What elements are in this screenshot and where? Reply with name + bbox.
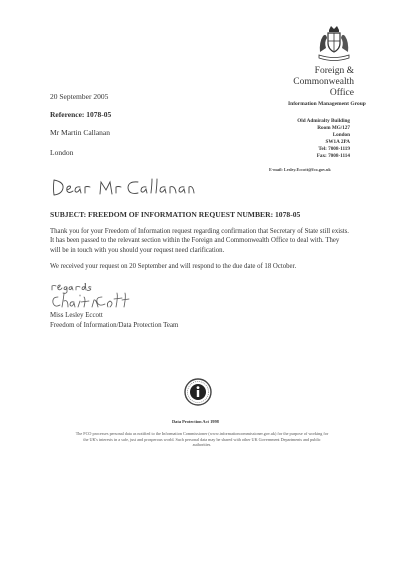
- org-name-line-2: Commonwealth: [293, 77, 354, 87]
- handwritten-signature: [50, 283, 130, 313]
- address-line: London: [332, 132, 350, 138]
- sender-address: [280, 118, 350, 160]
- address-line: Tel: 7008-1119: [318, 146, 350, 152]
- organization-name: [234, 66, 354, 99]
- signer-title: Freedom of Information/Data Protection Team: [50, 322, 179, 329]
- information-i-seal-icon: [184, 378, 212, 406]
- reference-number: Reference: 1078-05: [50, 110, 112, 119]
- address-line: Old Admiralty Building: [297, 118, 350, 124]
- body-paragraph: We received your request on 20 September and will respond to the due date of 18 October.: [50, 263, 297, 270]
- dpa-label: Data Protection Act 1998: [172, 419, 219, 424]
- handwritten-salutation: [50, 176, 195, 198]
- letter-date: 20 September 2005: [50, 92, 109, 101]
- recipient-name: Mr Martin Callanan: [50, 128, 110, 137]
- recipient-city: London: [50, 148, 74, 157]
- sender-group: Information Management Group: [288, 101, 366, 107]
- royal-coat-of-arms-icon: [314, 24, 354, 62]
- body-paragraph: Thank you for your Freedom of Information request regarding confirmation that Secretary of State still exists. It has been passed to the relevant section within the Foreign and Commonwealth Office to deal with. They will be in touch with you should your request need clarification.: [50, 228, 349, 254]
- sender-email: E-mail: Lesley.Eccott@fco.gov.uk: [269, 167, 331, 172]
- address-line: SW1A 2PA: [325, 139, 350, 145]
- org-name-line-3: Office: [329, 88, 354, 98]
- signer-name: Miss Lesley Eccott: [50, 312, 103, 319]
- letter-subject: SUBJECT: FREEDOM OF INFORMATION REQUEST NUMBER: 1078-05: [50, 210, 301, 219]
- address-line: Fax: 7008-1114: [316, 153, 350, 159]
- address-line: Room MG/127: [317, 125, 350, 131]
- privacy-notice: The FCO processes personal data as notified to the Information Commissioner (www.informationcommissioner.gov.uk) for the purpose of working for the UK's interests in a safe, just and prosperous world. Such personal data may be shared with other UK Government Departments and public authorities.: [75, 431, 329, 448]
- org-name-line-1: Foreign &: [314, 66, 354, 76]
